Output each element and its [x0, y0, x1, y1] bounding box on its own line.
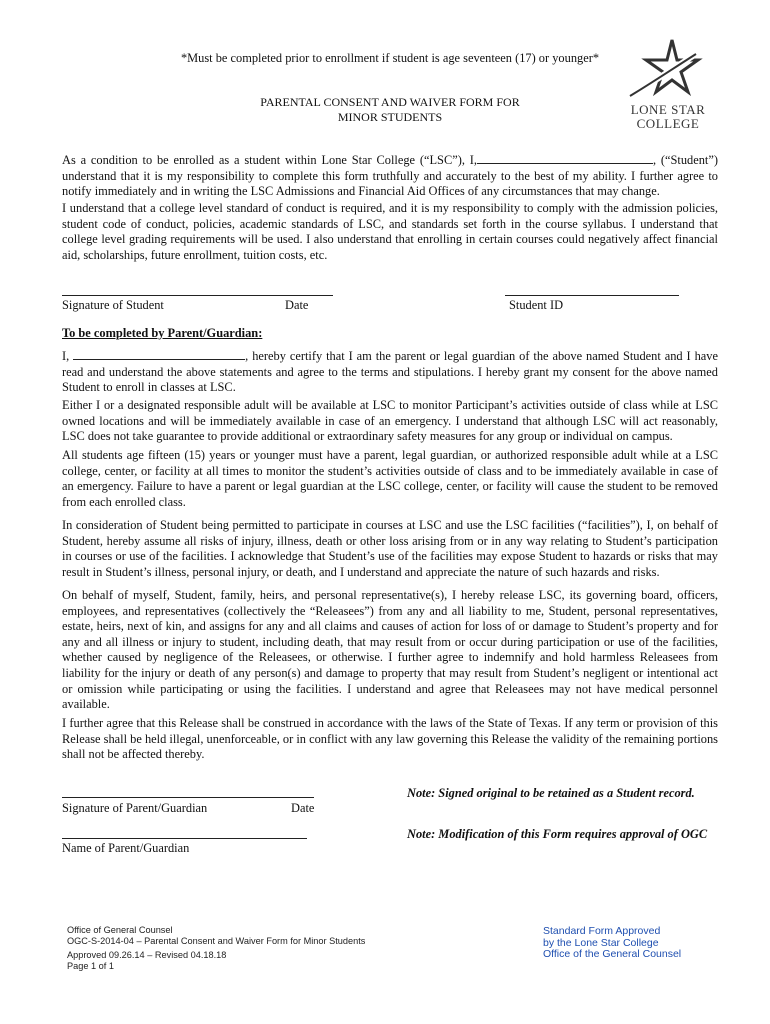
form-title [200, 95, 580, 124]
governing-law-paragraph: I further agree that this Release shall be construed in accordance with the laws of the State of Texas. If any term or provision of this Release shall be held illegal, unenforceable, or in conflict with any law governing this Release the validity of the remaining portions shall not be affected thereby. [62, 716, 718, 762]
student-condition-text-a: As a condition to be enrolled as a student within Lone Star College (“LSC”), I, [62, 153, 477, 167]
parent-certify-text-b: , hereby certify that I am the parent or legal guardian of the above named Student and I have read and understand the above statements and agree to the terms and stipulations. I hereby grant my consent for the above named Student to enroll in classes at LSC. [62, 349, 718, 395]
parent-name-line[interactable] [62, 838, 307, 839]
footer-form-id: OGC-S-2014-04 – Parental Consent and Waiver Form for Minor Students [67, 936, 366, 946]
student-condition-text-b: , (“Student”) understand that it is my responsibility to complete this form truthfully and accurately to the best of my ability. I further agree to notify immediately and in writing the LSC Admissions and Financial Aid Offices of any circumstances that may change. [62, 153, 718, 199]
logo-text-line1: LONE STAR [630, 102, 706, 117]
parent-signature-line[interactable] [62, 797, 314, 798]
student-condition-paragraph [62, 152, 718, 200]
approval-line3: Office of the General Counsel [543, 948, 682, 960]
parent-name-field[interactable] [73, 348, 245, 360]
parent-certify-paragraph [62, 348, 718, 396]
parent-section-heading: To be completed by Parent/Guardian: [62, 326, 263, 340]
star-swoosh-icon [622, 38, 712, 100]
footer-page: Page 1 of 1 [67, 961, 114, 971]
lone-star-college-logo [622, 38, 712, 130]
parent-name-label: Name of Parent/Guardian [62, 841, 190, 855]
logo-text-line2: COLLEGE [636, 116, 700, 131]
form-title-line1: PARENTAL CONSENT AND WAIVER FORM FOR [260, 95, 520, 109]
footer-office: Office of General Counsel [67, 925, 173, 935]
form-title-line2: MINOR STUDENTS [337, 109, 443, 124]
age-fifteen-paragraph: All students age fifteen (15) years or younger must have a parent, legal guardian, or authorized responsible adult while at a LSC college, center, or facility at all times to monitor the student’s activities outside of class and to be immediately available in case of an emergency. Failure to have a parent or legal guardian at the LSC college, center, or facility will cause the student to be removed from each enrolled class. [62, 448, 718, 509]
conduct-paragraph: I understand that a college level standard of conduct is required, and it is my responsibility to comply with the admission policies, student code of conduct, policies, academic standards of LSC, and standards set forth in the course syllabus. I understand that college level grading requirements will be used. I also understand that enrolling in certain courses could negatively affect financial aid, scholarships, future enrollment, tuition costs, etc. [62, 201, 718, 262]
release-paragraph: On behalf of myself, Student, family, heirs, and personal representative(s), I hereby release LSC, its governing board, officers, employees, and representatives (collectively the “Releasees”) from any and all liability to me, Student, personal representatives, estate, heirs, next of kin, and assigns for any and all claims and causes of action for loss of or damage to Student’s property and for any and all illness or injury to student, including death, that may result from or occur during participation or use of the facilities, whether caused by negligence of the Releasees, or otherwise. I further agree to indemnify and hold harmless Releasees from liability for the injury or death of any person(s) and damage to property that may result from Student’s negligent or intentional act or omission while participating or using the facilities. I understand and agree that Releasees may not have medical personnel available. [62, 588, 718, 712]
student-name-field[interactable] [477, 152, 653, 164]
parent-signature-label: Signature of Parent/Guardian [62, 801, 208, 815]
monitoring-paragraph: Either I or a designated responsible adult will be available at LSC to monitor Participant’s activities outside of class while at LSC owned locations and will be immediately available in case of an emergency. I understand that although LSC will act reasonably, LSC does not take guarantee to provide additional or extraordinary safety measures for any group or individual on campus. [62, 398, 718, 444]
approval-stamp [543, 926, 681, 961]
student-signature-label: Signature of Student [62, 298, 164, 312]
parent-certify-text-a: I, [62, 349, 70, 363]
footer-dates: Approved 09.26.14 – Revised 04.18.18 [67, 950, 227, 960]
assumption-of-risk-paragraph: In consideration of Student being permitted to participate in courses at LSC and use the LSC facilities (“facilities”), I, on behalf of Student, hereby assume all risks of injury, illness, death or other loss arising from or in any way relating to Student’s participation in courses or use of the facilities. I acknowledge that Student’s use of the facilities may expose Student to hazards or risks that may result in Student’s illness, personal injury, or death, and I understand and appreciate the nature of such hazards and risks. [62, 518, 718, 579]
modification-note: Note: Modification of this Form requires approval of OGC [407, 827, 708, 841]
form-footer [67, 925, 365, 972]
parent-date-label: Date [291, 801, 315, 815]
retention-note: Note: Signed original to be retained as a Student record. [407, 786, 695, 800]
approval-line1: Standard Form Approved [543, 925, 661, 937]
enrollment-notice: *Must be completed prior to enrollment if student is age seventeen (17) or younger* [180, 51, 600, 65]
student-date-label: Date [285, 298, 309, 312]
student-id-line[interactable] [505, 295, 679, 296]
approval-line2: by the Lone Star College [543, 936, 659, 949]
student-id-label: Student ID [509, 298, 564, 312]
student-signature-line[interactable] [62, 295, 333, 296]
